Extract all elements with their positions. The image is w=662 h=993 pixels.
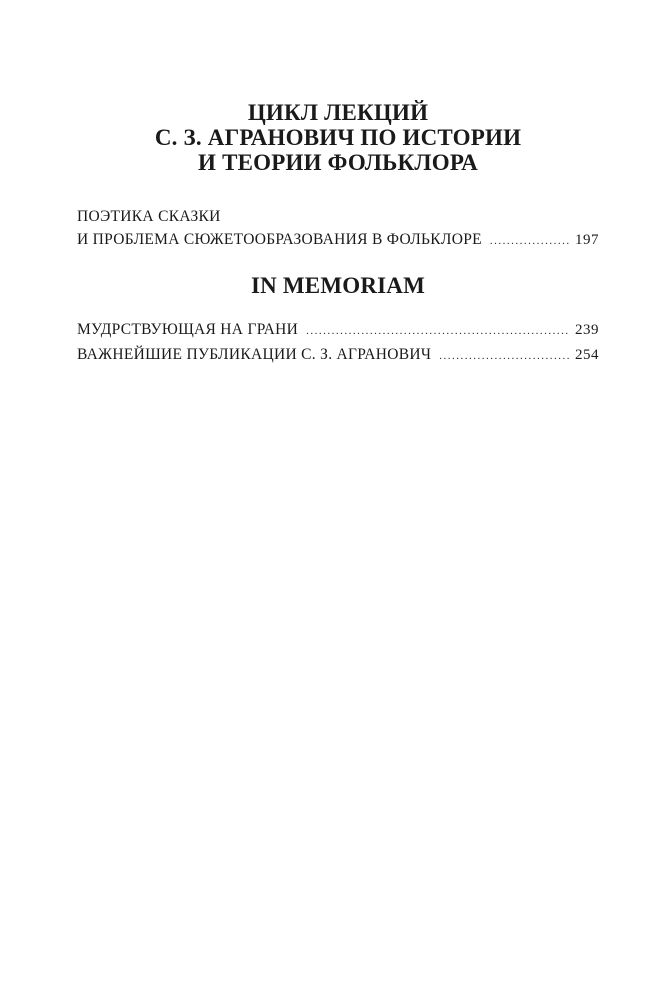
- toc-entry[interactable]: [77, 318, 599, 343]
- table-of-contents: [77, 100, 599, 368]
- toc-entry[interactable]: [77, 343, 599, 368]
- toc-entry-title-line: МУДРСТВУЮЩАЯ НА ГРАНИ: [77, 321, 299, 338]
- dot-leader: [490, 230, 569, 253]
- section-title-line: С. З. АГРАНОВИЧ ПО ИСТОРИИ: [154, 125, 522, 150]
- toc-entry-row: [77, 228, 599, 253]
- section-title-line: И ТЕОРИИ ФОЛЬКЛОРА: [198, 150, 478, 175]
- page-number: 239: [575, 322, 599, 338]
- section-title: [77, 100, 599, 175]
- page-number: 254: [575, 347, 599, 363]
- section-title-line: IN MEMORIAM: [250, 273, 426, 298]
- section-title: [77, 273, 599, 298]
- dot-leader: [306, 320, 569, 343]
- toc-entry-title-line: ВАЖНЕЙШИЕ ПУБЛИКАЦИИ С. З. АГРАНОВИЧ: [77, 346, 432, 363]
- toc-list: [77, 318, 599, 368]
- dot-leader: [439, 345, 569, 368]
- toc-entry-row: [77, 318, 599, 343]
- toc-entry-title-line: ПОЭТИКА СКАЗКИ: [77, 208, 221, 225]
- section-title-line: ЦИКЛ ЛЕКЦИЙ: [247, 100, 429, 125]
- toc-entry-title-line: И ПРОБЛЕМА СЮЖЕТООБРАЗОВАНИЯ В ФОЛЬКЛОРЕ: [77, 231, 482, 248]
- toc-entry-row: [77, 343, 599, 368]
- toc-entry[interactable]: [77, 205, 599, 253]
- toc-list: [77, 205, 599, 253]
- page-number: 197: [575, 232, 599, 248]
